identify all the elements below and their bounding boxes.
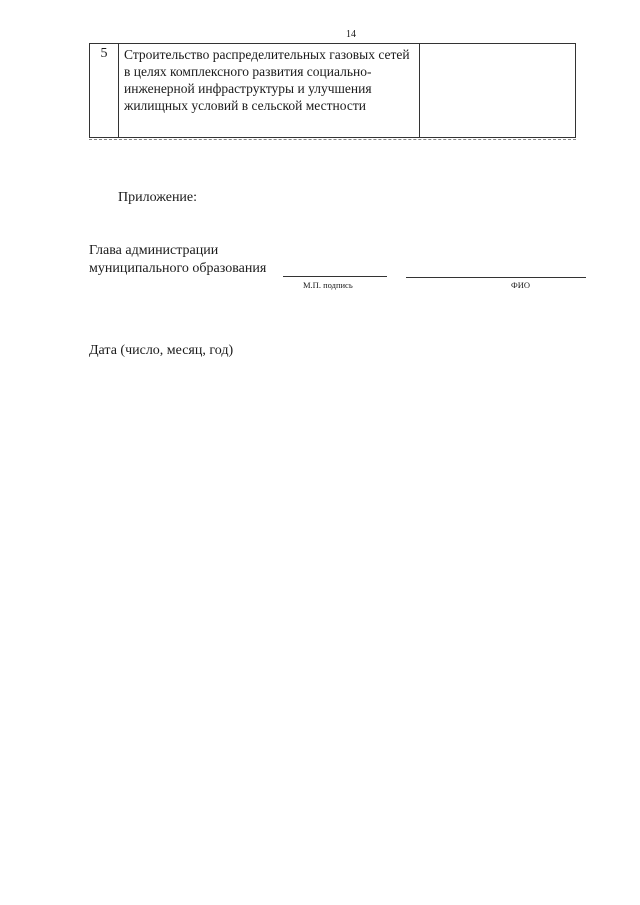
table [89,43,576,138]
signature-line [283,276,387,277]
table-cell-number: 5 [90,44,119,137]
fio-line [406,277,586,278]
appendix-label: Приложение: [118,190,198,205]
table-cell-description: Строительство распределительных газовых сетей в целях комплексного развития социально-инженерной инфраструктуры и улучшения жилищных условий в сельской местности [119,44,420,137]
table-bottom-border [89,139,576,141]
head-title-line2: муниципального образования [89,261,267,276]
head-title-line1: Глава администрации [89,243,219,258]
fio-caption: ФИО [511,280,530,290]
signature-caption: М.П. подпись [303,280,353,290]
table-cell-value [420,44,575,137]
date-label: Дата (число, месяц, год) [89,343,234,358]
page-number: 14 [346,29,356,40]
